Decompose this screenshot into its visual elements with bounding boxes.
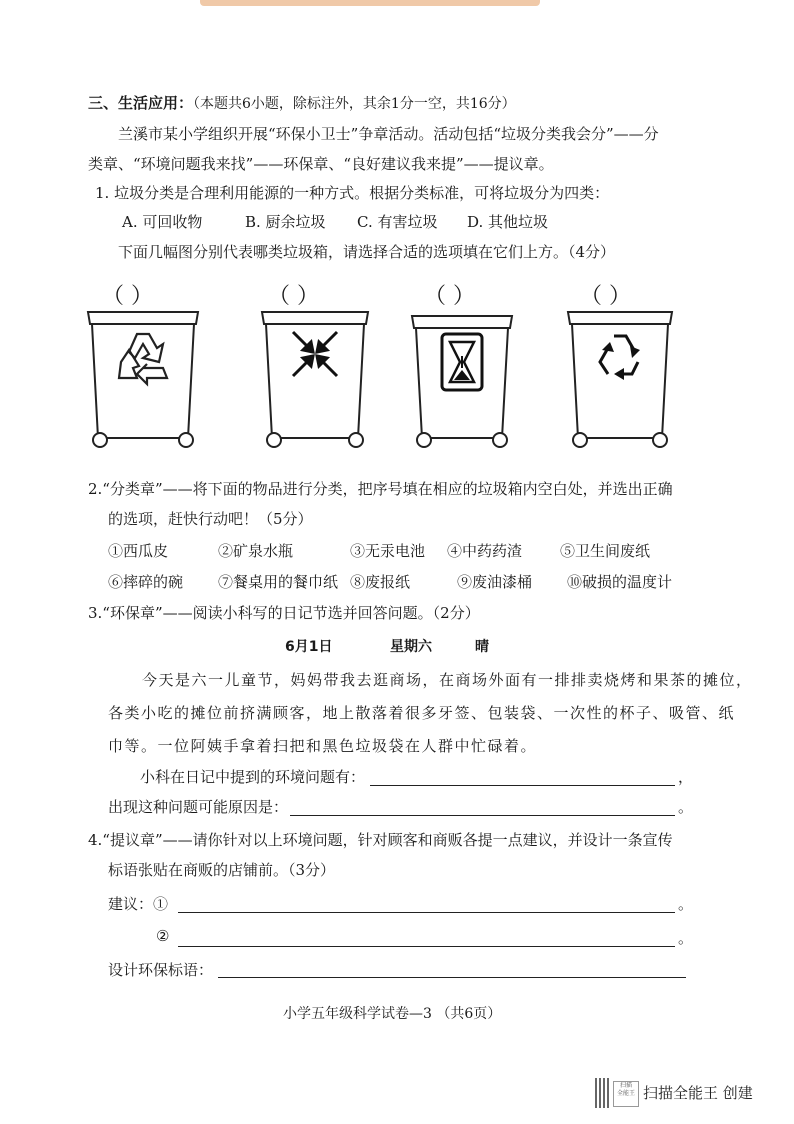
answer-paren-1[interactable]: （ ） xyxy=(102,284,153,309)
intro-line-2: 类章、“环境问题我来找”——环保章、“良好建议我来提”——提议章。 xyxy=(88,155,554,173)
q4-stem-line-2: 标语张贴在商贩的店铺前。（3分） xyxy=(108,861,336,879)
hourglass-hazard-icon xyxy=(442,334,482,390)
q1-option-b: B. 厨余垃圾 xyxy=(245,213,326,231)
item-10: ⑩破损的温度计 xyxy=(567,573,673,591)
answer-paren-2[interactable]: （ ） xyxy=(268,284,319,309)
diary-line-2: 各类小吃的摊位前挤满顾客，地上散落着很多牙签、包装袋、一次性的杯子、吸管、纸 xyxy=(108,704,736,722)
item-9: ⑨废油漆桶 xyxy=(457,573,533,591)
item-5: ⑤卫生间废纸 xyxy=(560,542,651,560)
blank1-prefix: 小科在日记中提到的环境问题有： xyxy=(140,768,366,786)
suggestion-2-period: 。 xyxy=(678,929,694,947)
page-footer: 小学五年级科学试卷—3 （共6页） xyxy=(283,1006,502,1022)
q1-stem: 1. 垃圾分类是合理利用能源的一种方式。根据分类标准，可将垃圾分为四类： xyxy=(95,184,610,202)
scanner-watermark xyxy=(595,1078,775,1108)
q2-stem-line-2: 的选项，赶快行动吧！（5分） xyxy=(108,510,313,528)
item-8: ⑧废报纸 xyxy=(350,573,411,591)
trash-bin-4 xyxy=(566,306,674,452)
blank2-prefix: 出现这种问题可能原因是： xyxy=(108,798,289,816)
trash-bin-3 xyxy=(410,306,514,452)
intro-line-1: 兰溪市某小学组织开展“环保小卫士”争章活动。活动包括“垃圾分类我会分”——分 xyxy=(118,125,659,143)
diary-line-1: 今天是六一儿童节，妈妈带我去逛商场，在商场外面有一排排卖烧烤和果茶的摊位， xyxy=(142,671,753,689)
scanner-logo: 扫描 全能王 xyxy=(613,1081,639,1107)
q1-option-a: A. 可回收物 xyxy=(122,213,203,231)
q4-stem-line-1: 4.“提议章”——请你针对以上环境问题，针对顾客和商贩各提一点建议，并设计一条宣传 xyxy=(88,831,673,849)
suggestion-2-label: ② xyxy=(156,927,170,945)
diary-weekday: 星期六 xyxy=(390,639,432,655)
diary-line-3: 巾等。一位阿姨手拿着扫把和黑色垃圾袋在人群中忙碌着。 xyxy=(108,737,538,755)
section-heading xyxy=(88,92,516,113)
section-title: 三、生活应用： xyxy=(88,94,194,112)
item-2: ②矿泉水瓶 xyxy=(218,542,294,560)
answer-paren-3[interactable]: （ ） xyxy=(424,284,475,309)
blank1-suffix: ， xyxy=(678,768,694,786)
suggestion-2-line[interactable] xyxy=(178,946,675,947)
cross-arrows-icon xyxy=(293,332,337,376)
recycle-icon xyxy=(600,336,640,380)
item-6: ⑥摔碎的碗 xyxy=(108,573,184,591)
slogan-line[interactable] xyxy=(218,977,686,978)
trash-bin-2 xyxy=(260,306,370,452)
blank2-suffix: 。 xyxy=(678,798,694,816)
trash-bin-1 xyxy=(84,306,202,452)
q1-option-d: D. 其他垃圾 xyxy=(467,213,549,231)
section-note: （本题共6小题，除标注外，其余1分一空，共16分） xyxy=(193,96,516,112)
q2-stem-line-1: 2.“分类章”——将下面的物品进行分类，把序号填在相应的垃圾箱内空白处，并选出正确 xyxy=(88,480,673,498)
blank2-answer-line[interactable] xyxy=(290,815,675,816)
item-1: ①西瓜皮 xyxy=(108,542,169,560)
suggestion-1-period: 。 xyxy=(678,895,694,913)
item-3: ③无汞电池 xyxy=(350,542,426,560)
qr-code-icon xyxy=(595,1078,609,1108)
diary-weather: 晴 xyxy=(475,639,489,655)
q1-instruction: 下面几幅图分别代表哪类垃圾箱，请选择合适的选项填在它们上方。（4分） xyxy=(118,243,616,261)
suggestion-1-line[interactable] xyxy=(178,912,675,913)
q3-stem: 3.“环保章”——阅读小科写的日记节选并回答问题。（2分） xyxy=(88,604,480,622)
recycle-outline-icon xyxy=(119,334,167,384)
slogan-label: 设计环保标语： xyxy=(108,961,214,979)
item-7: ⑦餐桌用的餐巾纸 xyxy=(218,573,339,591)
scanner-text: 扫描全能王 创建 xyxy=(643,1084,753,1102)
blank1-answer-line[interactable] xyxy=(370,785,675,786)
top-color-strip xyxy=(200,0,540,6)
q1-option-c: C. 有害垃圾 xyxy=(357,213,438,231)
suggestion-1-label: 建议：① xyxy=(108,895,169,913)
answer-paren-4[interactable]: （ ） xyxy=(580,284,631,309)
diary-date: 6月1日 xyxy=(285,639,333,655)
item-4: ④中药药渣 xyxy=(447,542,523,560)
